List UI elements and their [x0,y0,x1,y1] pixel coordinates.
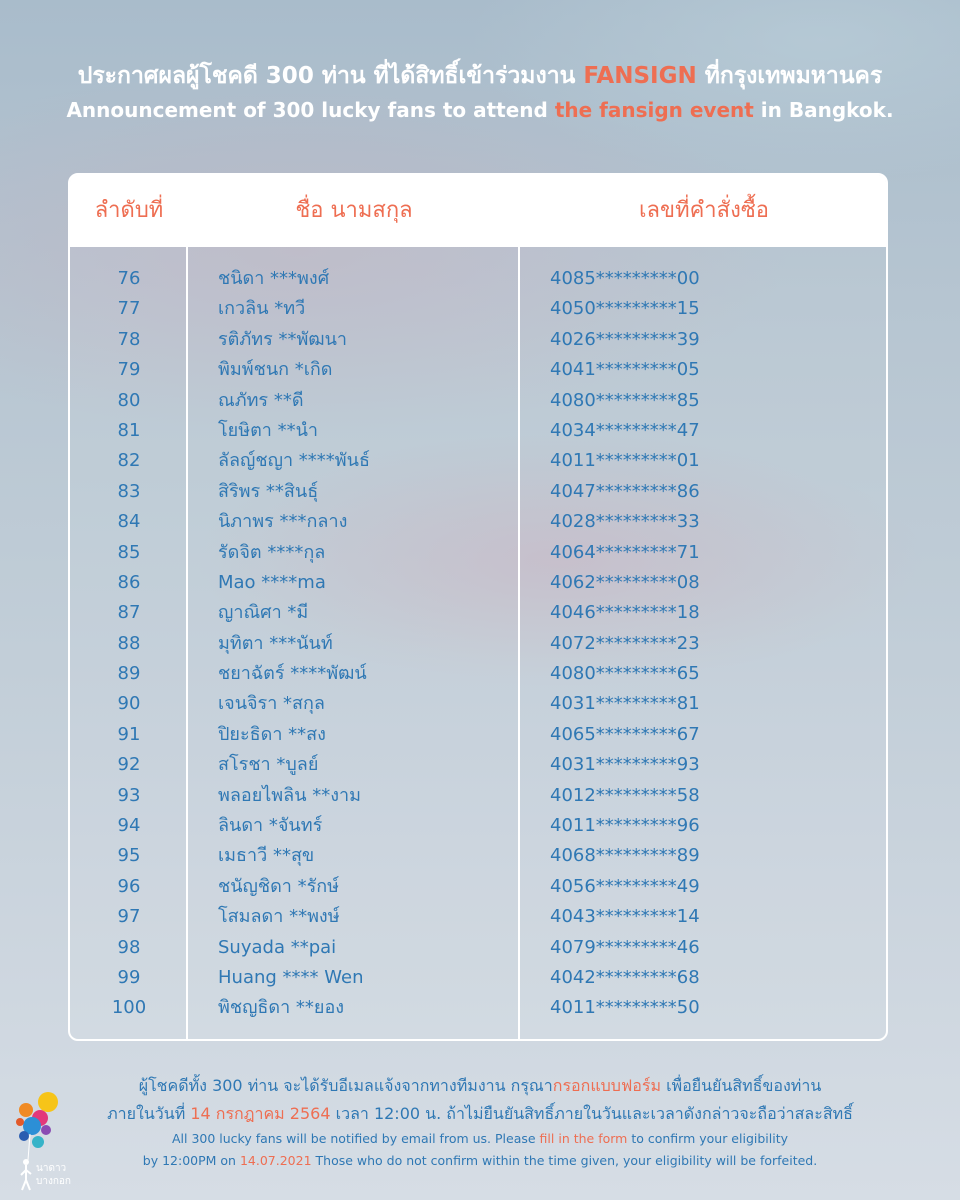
table-header [70,175,886,247]
order-cell: 4080*********65 [550,663,700,685]
name-cell: เจนจิรา *สกุล [218,693,325,715]
name-cell: ณภัทร **ดี [218,389,304,411]
number-cell: 94 [117,815,141,837]
number-cell: 78 [117,328,141,350]
header-thai-title: ประกาศผลผู้โชคดี 300 ท่าน ที่ได้สิทธิ์เข้าร่วมงาน FANSIGN ที่กรุงเทพมหานคร [77,63,883,89]
footer-thai-line-1: ผู้โชคดีทั้ง 300 ท่าน จะได้รับอีเมลแจ้งจากทางทีมงาน กรุณากรอกแบบฟอร์ม เพื่อยืนยันสิทธิ์ของท่าน [138,1076,822,1095]
order-cell: 4050*********15 [550,298,700,320]
number-cell: 76 [117,268,141,289]
fill-form-link[interactable]: กรอกแบบฟอร์ม [552,1076,662,1095]
number-cell: 97 [117,906,141,928]
table-row [70,568,886,598]
deadline-date-thai: 14 กรกฎาคม 2564 [190,1104,331,1123]
name-cell: ชยาฉัตร์ ****พัฒน์ [218,663,367,685]
header-english-title: Announcement of 300 lucky fans to attend the fansign event in Bangkok. [66,98,894,122]
name-cell: โสมลดา **พงษ์ [218,906,340,928]
number-cell: 90 [117,693,141,715]
order-cell: 4080*********85 [550,389,700,411]
number-cell: 99 [117,966,141,988]
table-row [70,446,886,476]
table-row [70,963,886,993]
name-cell: นิภาพร ***กลาง [218,511,348,533]
header-english-highlight: the fansign event [554,98,754,122]
table-row [70,416,886,446]
table-row [70,872,886,902]
order-cell: 4043*********14 [550,906,700,928]
table-row [70,720,886,750]
order-cell: 4062*********08 [550,571,700,593]
table-row [70,507,886,537]
number-cell: 79 [117,359,141,381]
name-cell: Suyada **pai [218,936,337,958]
order-cell: 4047*********86 [550,480,700,502]
name-cell: ชนิดา ***พงศ์ [218,268,330,289]
number-cell: 100 [111,997,147,1019]
number-cell: 84 [117,511,141,533]
deadline-date-english: 14.07.2021 [239,1153,312,1168]
order-cell: 4042*********68 [550,966,700,988]
number-cell: 98 [117,936,141,958]
table-row [70,902,886,932]
order-cell: 4085*********00 [550,268,700,289]
number-cell: 81 [117,419,141,441]
name-cell: มุทิตา ***นันท์ [218,632,333,654]
table-body [70,264,886,1024]
order-cell: 4079*********46 [550,936,700,958]
name-cell: ปิยะธิดา **สง [218,723,326,745]
order-cell: 4065*********67 [550,723,700,745]
balloons-logo-icon [10,1090,80,1194]
order-cell: 4011*********01 [550,450,700,472]
name-cell: พิมพ์ชนก *เกิด [218,359,333,381]
name-cell: Mao ****ma [218,571,326,593]
table-row [70,598,886,628]
order-cell: 4028*********33 [550,511,700,533]
table-row [70,993,886,1023]
name-cell: รติภัทร **พัฒนา [218,328,348,350]
number-cell: 88 [117,632,141,654]
order-cell: 4068*********89 [550,845,700,867]
number-cell: 85 [117,541,141,563]
table-row [70,538,886,568]
number-cell: 83 [117,480,141,502]
table-row [70,355,886,385]
table-row [70,841,886,871]
name-cell: เกวลิน *ทวี [218,298,306,320]
number-cell: 82 [117,450,141,472]
name-cell: ลินดา *จันทร์ [218,815,323,837]
name-cell: โยษิตา **นำ [218,419,319,441]
name-cell: ลัลญ์ชญา ****พันธ์ [218,450,370,472]
order-cell: 4072*********23 [550,632,700,654]
header-thai-highlight: FANSIGN [583,63,697,89]
table-row [70,750,886,780]
logo-text: นาดาวบางกอก [36,1163,71,1187]
table-row [70,933,886,963]
number-cell: 96 [117,875,141,897]
name-cell: สิริพร **สินธุ์ [218,480,319,502]
order-cell: 4026*********39 [550,328,700,350]
table-row [70,264,886,294]
column-header-order: เลขที่คำสั่งซื้อ [639,198,769,223]
number-cell: 87 [117,602,141,624]
table-row [70,629,886,659]
name-cell: ญาณิศา *มี [218,602,309,624]
column-header-name: ชื่อ นามสกุล [295,198,413,223]
table-row [70,294,886,324]
order-cell: 4031*********93 [550,754,700,776]
fill-form-link-english[interactable]: fill in the form [539,1131,628,1146]
footer-thai-line-2: ภายในวันที่ 14 กรกฎาคม 2564 เวลา 12:00 น. ถ้าไม่ยืนยันสิทธิ์ภายในวันและเวลาดังกล่าวจะถือว่าสละสิทธิ์ [107,1104,853,1123]
name-cell: รัดจิต ****กุล [218,541,326,563]
order-cell: 4031*********81 [550,693,700,715]
number-cell: 80 [117,389,141,411]
order-cell: 4011*********50 [550,997,700,1019]
name-cell: พลอยไพลิน **งาม [218,784,361,806]
order-cell: 4041*********05 [550,359,700,381]
number-cell: 93 [117,784,141,806]
footer-english-line-1: All 300 lucky fans will be notified by email from us. Please fill in the form to confirm your eligibility [171,1131,789,1146]
winners-table [68,173,888,1041]
name-cell: พิชญธิดา **ยอง [218,997,345,1019]
table-row [70,477,886,507]
table-row [70,325,886,355]
number-cell: 92 [117,754,141,776]
announcement-header [0,58,960,126]
table-row [70,811,886,841]
name-cell: สโรชา *บูลย์ [218,754,319,776]
name-cell: เมธาวี **สุข [218,845,315,867]
footer-notice [0,1072,960,1172]
order-cell: 4012*********58 [550,784,700,806]
number-cell: 95 [117,845,141,867]
order-cell: 4046*********18 [550,602,700,624]
order-cell: 4064*********71 [550,541,700,563]
order-cell: 4056*********49 [550,875,700,897]
number-cell: 86 [117,571,141,593]
order-cell: 4011*********96 [550,815,700,837]
footer-english-line-2: by 12:00PM on 14.07.2021 Those who do not confirm within the time given, your eligibility will be forfeited. [142,1153,818,1168]
number-cell: 89 [117,663,141,685]
order-cell: 4034*********47 [550,419,700,441]
table-row [70,386,886,416]
table-row [70,781,886,811]
number-cell: 77 [117,298,141,320]
name-cell: Huang **** Wen [218,966,364,988]
column-header-number: ลำดับที่ [94,198,164,223]
number-cell: 91 [117,723,141,745]
name-cell: ชนัญชิดา *รักษ์ [218,875,340,897]
table-row [70,689,886,719]
table-row [70,659,886,689]
